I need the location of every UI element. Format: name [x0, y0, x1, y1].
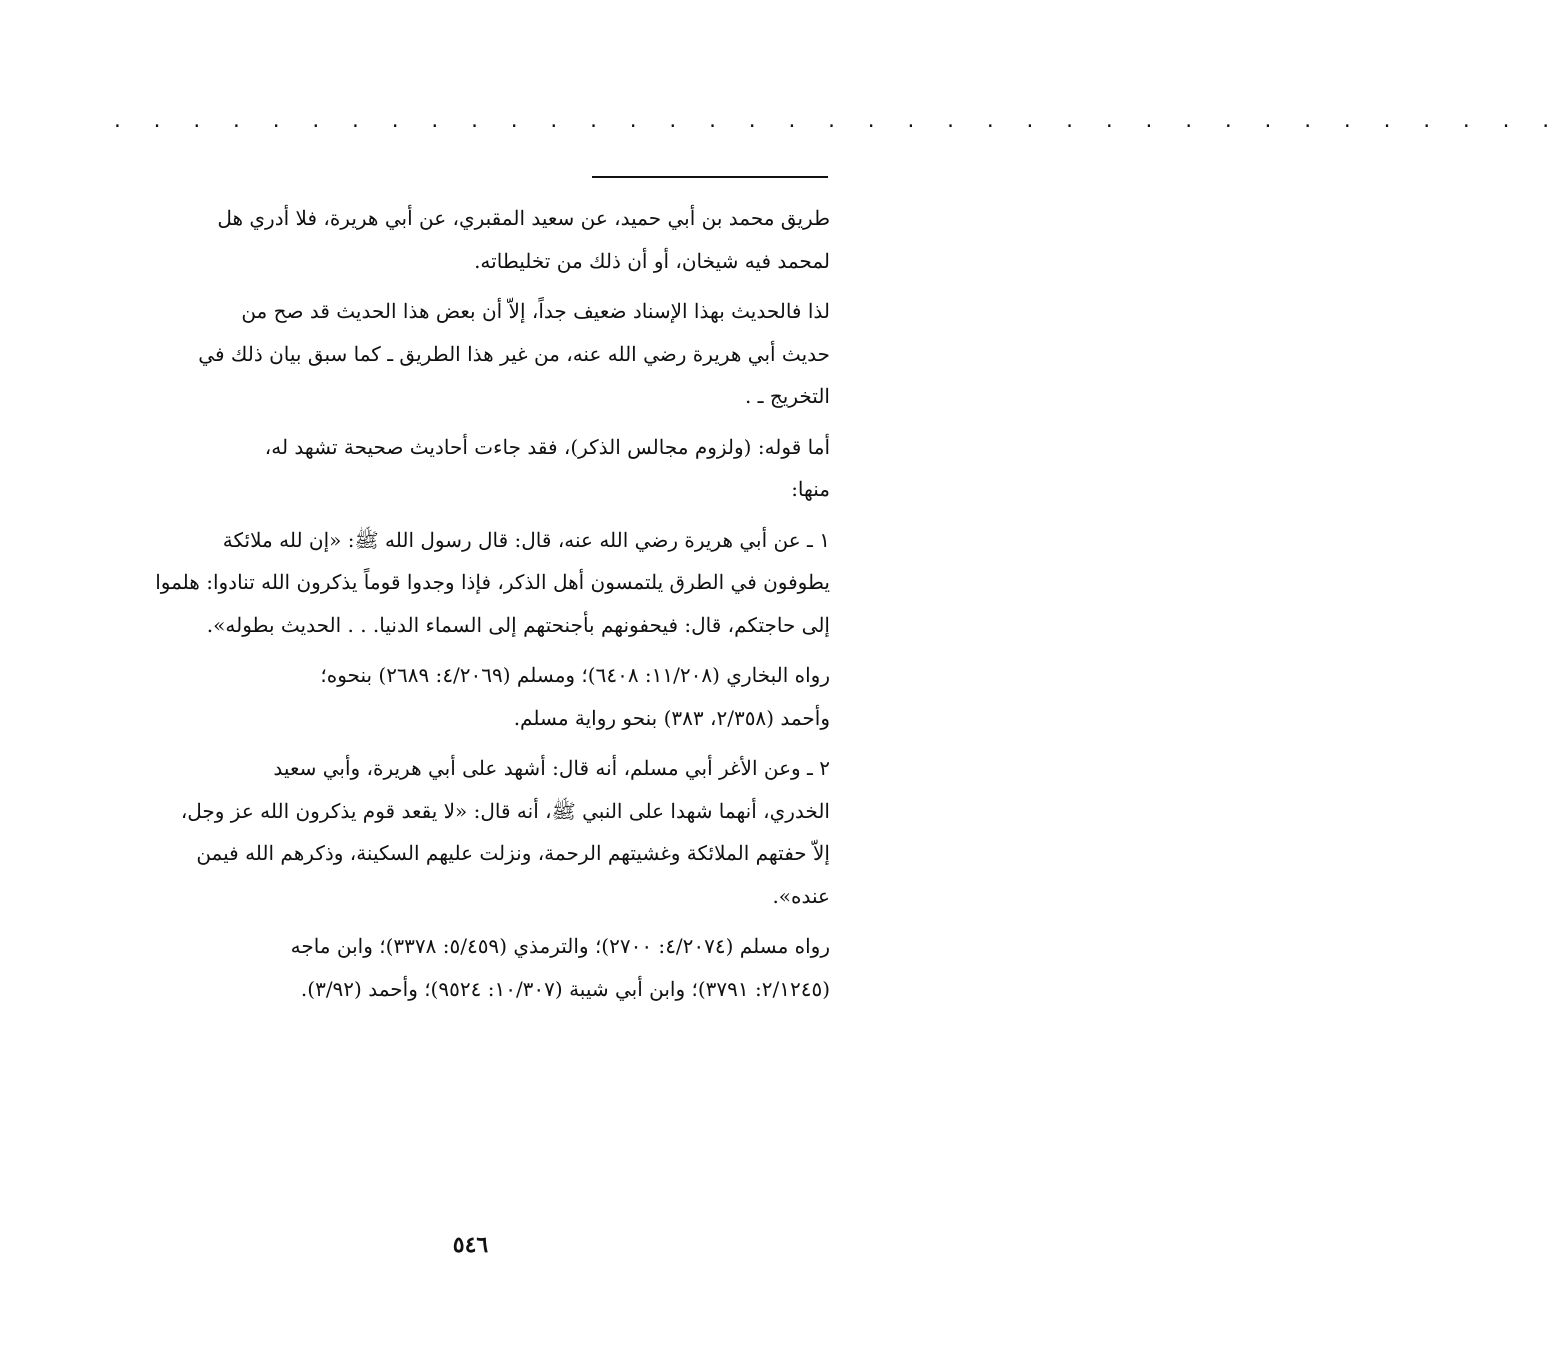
paragraph-4: ١ ـ عن أبي هريرة رضي الله عنه، قال: قال رسول الله ﷺ: «إن لله ملائكة يطوفون في الطرق يلتمسون أهل الذكر، فإذا وجدوا قوماً يذكرون الله تنادوا: هلموا إلى حاجتكم، قال: فيحفونهم بأجنحتهم إلى السماء الدنيا. . . الحديث بطوله».: [155, 527, 830, 637]
footnote-rule: [592, 176, 828, 178]
paragraph-1: طريق محمد بن أبي حميد، عن سعيد المقبري، عن أبي هريرة، فلا أدري هل لمحمد فيه شيخان، أو أن ذلك من تخليطاته.: [217, 206, 830, 273]
paragraph-3: أما قوله: (ولزوم مجالس الذكر)، فقد جاءت أحاديث صحيحة تشهد له، منها:: [264, 434, 830, 501]
ellipsis-separator: . . . . . . . . . . . . . . . . . . . . . . . . . . . . . . . . . . . . .: [112, 111, 1560, 132]
paragraph-7: رواه مسلم (٤/٢٠٧٤: ٢٧٠٠)؛ والترمذي (٥/٤٥٩: ٣٣٧٨)؛ وابن ماجه (٢/١٢٤٥: ٣٧٩١)؛ وابن أبي شيبة (١٠/٣٠٧: ٩٥٢٤)؛ وأحمد (٣/٩٢).: [290, 934, 830, 1001]
paragraph-6: ٢ ـ وعن الأغر أبي مسلم، أنه قال: أشهد على أبي هريرة، وأبي سعيد الخدري، أنهما شهدا على النبي ﷺ، أنه قال: «لا يقعد قوم يذكرون الله عز وجل، إلاّ حفتهم الملائكة وغشيتهم الرحمة، ونزلت عليهم السكينة، وذكرهم الله فيمن عنده».: [180, 756, 830, 908]
page-number: ٥٤٦: [452, 1232, 489, 1258]
body-text: [100, 197, 830, 1018]
paragraph-2: لذا فالحديث بهذا الإسناد ضعيف جداً، إلاّ أن بعض هذا الحديث قد صح من حديث أبي هريرة رضي الله عنه، من غير هذا الطريق ـ كما سبق بيان ذلك في التخريج ـ .: [198, 299, 830, 408]
paragraph-5: رواه البخاري (١١/٢٠٨: ٦٤٠٨)؛ ومسلم (٤/٢٠٦٩: ٢٦٨٩) بنحوه؛ وأحمد (٢/٣٥٨، ٣٨٣) بنحو رواية مسلم.: [320, 663, 830, 730]
